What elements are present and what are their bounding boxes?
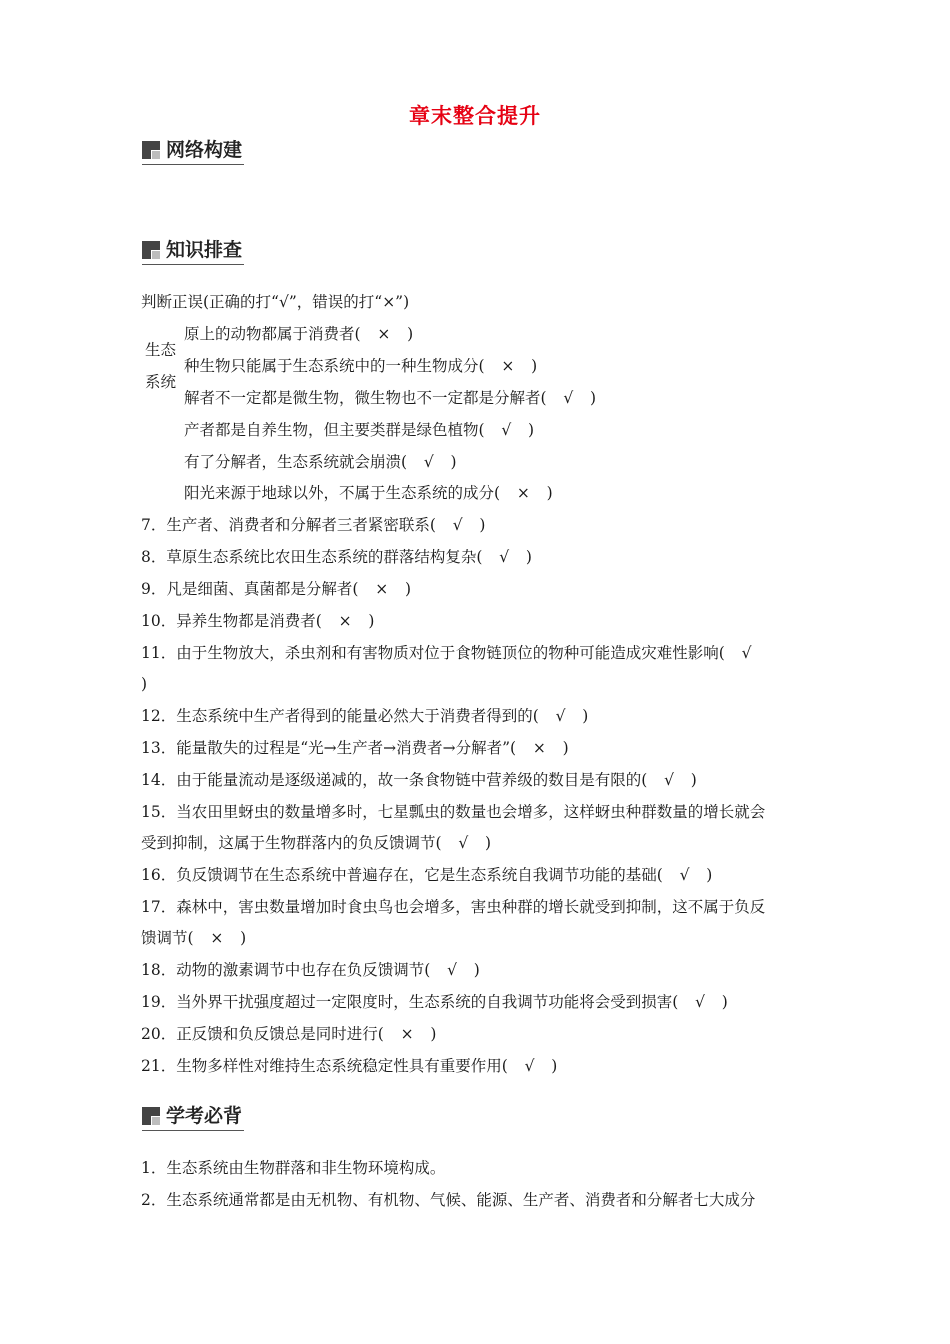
item-number: 20． bbox=[141, 1025, 177, 1043]
item-close: ) bbox=[141, 675, 148, 693]
item-number: 19． bbox=[141, 993, 177, 1011]
side-label-line1: 生态 bbox=[145, 341, 177, 359]
item-text: 生态系统中生产者得到的能量必然大于消费者得到的( bbox=[176, 707, 539, 725]
item-close: ) bbox=[546, 484, 553, 502]
side-label-line2: 系统 bbox=[145, 373, 177, 391]
list-item bbox=[141, 802, 765, 822]
item-number: 17． bbox=[141, 898, 177, 916]
section-heading-label: 学考必背 bbox=[166, 1105, 243, 1127]
item-text: 阳光来源于地球以外，不属于生态系统的成分( bbox=[184, 484, 501, 502]
list-item bbox=[141, 865, 712, 885]
item-answer: √ bbox=[447, 961, 457, 979]
item-text: 负反馈调节在生态系统中普遍存在，它是生态系统自我调节功能的基础( bbox=[176, 866, 663, 884]
item-close: ) bbox=[405, 580, 412, 598]
item-answer: × bbox=[375, 580, 389, 598]
page-title: 章末整合提升 bbox=[409, 103, 541, 128]
item-text: 森林中，害虫数量增加时食虫鸟也会增多，害虫种群的增长就受到抑制，这不属于负反 bbox=[176, 898, 766, 916]
section-square-icon bbox=[142, 241, 160, 259]
item-close: ) bbox=[473, 961, 480, 979]
item-number: 10． bbox=[141, 612, 177, 630]
item-number: 8． bbox=[141, 548, 167, 566]
item-close: ) bbox=[525, 548, 532, 566]
item-text: 正反馈和负反馈总是同时进行( bbox=[176, 1025, 384, 1043]
item-number: 16． bbox=[141, 866, 177, 884]
item-text: 动物的激素调节中也存在负反馈调节( bbox=[176, 961, 431, 979]
list-item bbox=[141, 579, 411, 599]
item-answer: × bbox=[400, 1025, 414, 1043]
item-number: 1． bbox=[141, 1159, 167, 1177]
item-close: ) bbox=[706, 866, 713, 884]
item-close: ) bbox=[590, 389, 597, 407]
item-answer: √ bbox=[499, 548, 510, 566]
item-number: 21． bbox=[141, 1057, 177, 1075]
list-item bbox=[184, 452, 457, 472]
item-text: 馈调节( bbox=[141, 929, 194, 947]
item-answer: √ bbox=[524, 1057, 535, 1075]
item-answer: √ bbox=[423, 453, 434, 471]
item-number: 9． bbox=[141, 580, 167, 598]
item-number: 15． bbox=[141, 803, 177, 821]
item-text: 能量散失的过程是“光→生产者→消费者→分解者”( bbox=[176, 739, 517, 757]
item-answer: √ bbox=[695, 993, 705, 1011]
list-item-continuation bbox=[141, 674, 147, 694]
list-item bbox=[141, 960, 480, 980]
item-text: 生态系统由生物群落和非生物环境构成。 bbox=[166, 1159, 446, 1177]
item-answer: × bbox=[532, 739, 546, 757]
item-close: ) bbox=[531, 357, 538, 375]
list-item bbox=[141, 738, 569, 758]
item-text: 由于能量流动是逐级递减的，故一条食物链中营养级的数目是有限的( bbox=[176, 771, 648, 789]
list-item bbox=[141, 1024, 436, 1044]
list-item bbox=[184, 356, 537, 376]
item-answer: × bbox=[516, 484, 530, 502]
item-close: ) bbox=[407, 325, 414, 343]
item-close: ) bbox=[430, 1025, 437, 1043]
item-answer: × bbox=[377, 325, 391, 343]
section-heading-memorize bbox=[142, 1104, 244, 1131]
section-square-icon bbox=[142, 1107, 160, 1125]
item-answer: √ bbox=[501, 421, 512, 439]
item-answer: × bbox=[210, 929, 224, 947]
item-close: ) bbox=[721, 993, 728, 1011]
item-number: 18． bbox=[141, 961, 177, 979]
list-item-continuation bbox=[141, 928, 246, 948]
item-number: 14． bbox=[141, 771, 177, 789]
list-item bbox=[141, 1190, 755, 1210]
list-item bbox=[141, 1056, 557, 1076]
item-close: ) bbox=[551, 1057, 558, 1075]
item-text: 生物多样性对维持生态系统稳定性具有重要作用( bbox=[176, 1057, 508, 1075]
section-heading-network bbox=[142, 138, 244, 165]
list-item bbox=[184, 388, 596, 408]
item-answer: √ bbox=[555, 707, 566, 725]
item-answer: √ bbox=[679, 866, 690, 884]
item-number: 11． bbox=[141, 644, 177, 662]
item-number: 12． bbox=[141, 707, 177, 725]
item-number: 13． bbox=[141, 739, 177, 757]
item-close: ) bbox=[479, 516, 486, 534]
item-number: 7． bbox=[141, 516, 167, 534]
section-heading-label: 知识排查 bbox=[166, 239, 243, 261]
item-answer: √ bbox=[741, 644, 752, 662]
item-close: ) bbox=[690, 771, 697, 789]
item-answer: √ bbox=[563, 389, 574, 407]
item-text: 解者不一定都是微生物，微生物也不一定都是分解者( bbox=[184, 389, 547, 407]
list-item bbox=[141, 611, 374, 631]
item-answer: √ bbox=[458, 834, 469, 852]
list-item bbox=[141, 643, 753, 663]
item-text: 生态系统通常都是由无机物、有机物、气候、能源、生产者、消费者和分解者七大成分 bbox=[166, 1191, 756, 1209]
list-item bbox=[141, 770, 697, 790]
list-item bbox=[141, 706, 588, 726]
item-text: 生产者、消费者和分解者三者紧密联系( bbox=[166, 516, 436, 534]
item-text: 当农田里蚜虫的数量增多时，七星瓢虫的数量也会增多，这样蚜虫种群数量的增长就会 bbox=[176, 803, 766, 821]
list-item bbox=[141, 515, 485, 535]
section-heading-label: 网络构建 bbox=[166, 139, 243, 161]
item-close: ) bbox=[528, 421, 535, 439]
item-text: 有了分解者，生态系统就会崩溃( bbox=[184, 453, 408, 471]
item-answer: × bbox=[501, 357, 515, 375]
list-item bbox=[141, 897, 765, 917]
list-item bbox=[184, 483, 553, 503]
list-item bbox=[141, 547, 532, 567]
item-text: 当外界干扰强度超过一定限度时，生态系统的自我调节功能将会受到损害( bbox=[176, 993, 679, 1011]
instruction: 判断正误(正确的打“√”，错误的打“×”) bbox=[141, 293, 410, 311]
section-square-icon bbox=[142, 141, 160, 159]
list-item bbox=[184, 420, 534, 440]
list-item bbox=[184, 324, 413, 344]
item-answer: × bbox=[338, 612, 352, 630]
item-close: ) bbox=[240, 929, 247, 947]
list-item-continuation bbox=[141, 833, 491, 853]
item-text: 异养生物都是消费者( bbox=[176, 612, 322, 630]
item-text: 由于生物放大，杀虫剂和有害物质对位于食物链顶位的物种可能造成灾难性影响( bbox=[176, 644, 725, 662]
item-text: 凡是细菌、真菌都是分解者( bbox=[166, 580, 359, 598]
list-item bbox=[141, 992, 728, 1012]
item-close: ) bbox=[582, 707, 589, 725]
item-answer: √ bbox=[452, 516, 463, 534]
item-text: 原上的动物都属于消费者( bbox=[184, 325, 361, 343]
item-close: ) bbox=[450, 453, 457, 471]
item-close: ) bbox=[368, 612, 375, 630]
item-text: 种生物只能属于生态系统中的一种生物成分( bbox=[184, 357, 485, 375]
item-text: 产者都是自养生物，但主要类群是绿色植物( bbox=[184, 421, 485, 439]
item-text: 草原生态系统比农田生态系统的群落结构复杂( bbox=[166, 548, 483, 566]
item-close: ) bbox=[562, 739, 569, 757]
item-close: ) bbox=[485, 834, 492, 852]
item-text: 受到抑制，这属于生物群落内的负反馈调节( bbox=[141, 834, 442, 852]
item-number: 2． bbox=[141, 1191, 167, 1209]
section-heading-check bbox=[142, 238, 244, 265]
list-item bbox=[141, 1158, 445, 1178]
item-answer: √ bbox=[664, 771, 674, 789]
